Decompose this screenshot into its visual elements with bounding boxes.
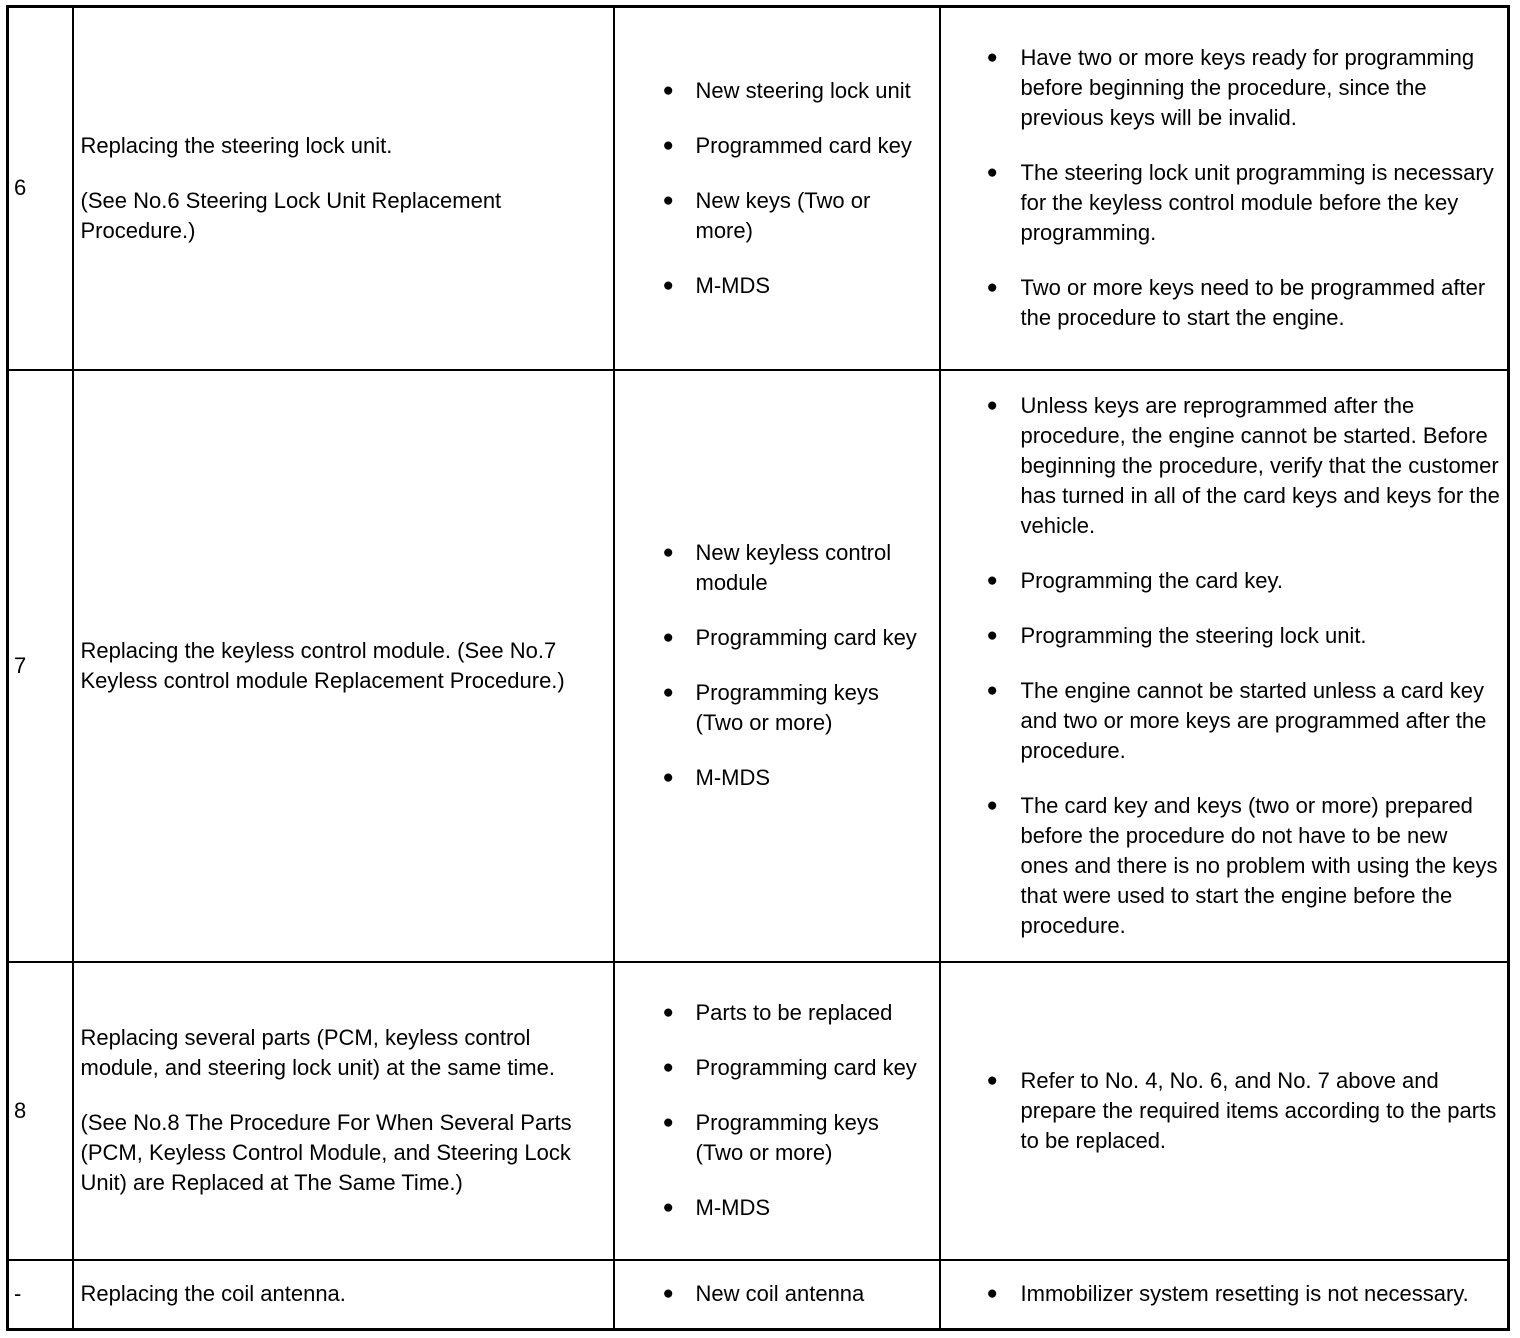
required-item: ● New coil antenna (615, 1279, 939, 1309)
notes-list (941, 1279, 1508, 1309)
row-number: 8 (8, 962, 73, 1260)
note-item: ● Have two or more keys ready for programming before beginning the procedure, since the previous keys will be invalid. (941, 43, 1508, 133)
row-description (73, 370, 614, 962)
required-items-list (615, 998, 939, 1223)
notes-cell (940, 962, 1509, 1260)
notes-list (941, 43, 1508, 333)
note-item: ● The steering lock unit programming is necessary for the keyless control module before the key programming. (941, 158, 1508, 248)
required-items-cell (614, 7, 940, 370)
row-number: - (8, 1260, 73, 1330)
description-text: Replacing the coil antenna. (80, 1281, 346, 1307)
required-items-list (615, 538, 939, 793)
description-reference: (See No.8 The Procedure For When Several Parts (PCM, Keyless Control Module, and Steering Lock Unit) are Replaced at The Same Time.) (80, 1110, 572, 1195)
procedure-table (6, 5, 1510, 1331)
description-reference: (See No.6 Steering Lock Unit Replacement Procedure.) (80, 187, 502, 243)
table-row (8, 7, 1509, 370)
note-item: ● Refer to No. 4, No. 6, and No. 7 above and prepare the required items according to the parts to be replaced. (941, 1066, 1508, 1156)
note-item: ● Unless keys are reprogrammed after the procedure, the engine cannot be started. Before beginning the procedure, verify that the customer has turned in all of the card keys and keys for the vehicle. (941, 391, 1508, 541)
row-number: 6 (8, 7, 73, 370)
required-item: ● M-MDS (615, 271, 939, 301)
note-item: ● Programming the steering lock unit. (941, 621, 1508, 651)
description-text: Replacing the keyless control module. (See No.7 Keyless control module Replacement Procedure.) (80, 637, 565, 693)
required-item: ● New steering lock unit (615, 76, 939, 106)
notes-cell (940, 370, 1509, 962)
note-item: ● Immobilizer system resetting is not necessary. (941, 1279, 1508, 1309)
notes-list (941, 391, 1508, 941)
table-row (8, 1260, 1509, 1330)
required-item: ● Programming keys (Two or more) (615, 678, 939, 738)
table-row (8, 370, 1509, 962)
note-item: ● The engine cannot be started unless a card key and two or more keys are programmed after the procedure. (941, 676, 1508, 766)
required-item: ● Parts to be replaced (615, 998, 939, 1028)
description-text: Replacing the steering lock unit. (80, 132, 393, 158)
required-item: ● M-MDS (615, 1193, 939, 1223)
note-item: ● Two or more keys need to be programmed after the procedure to start the engine. (941, 273, 1508, 333)
required-item: ● Programming card key (615, 623, 939, 653)
table-row (8, 962, 1509, 1260)
row-number: 7 (8, 370, 73, 962)
description-text: Replacing several parts (PCM, keyless control module, and steering lock unit) at the same time. (80, 1025, 555, 1080)
row-description (73, 7, 614, 370)
required-items-list (615, 76, 939, 301)
note-item: ● The card key and keys (two or more) prepared before the procedure do not have to be new ones and there is no problem with using the keys that were used to start the engine before the procedure. (941, 791, 1508, 941)
row-description (73, 1260, 614, 1330)
required-items-cell (614, 370, 940, 962)
required-item: ● Programming card key (615, 1053, 939, 1083)
notes-cell (940, 7, 1509, 370)
required-item: ● Programming keys (Two or more) (615, 1108, 939, 1168)
required-item: ● New keyless control module (615, 538, 939, 598)
row-description (73, 962, 614, 1260)
required-item: ● M-MDS (615, 763, 939, 793)
required-item: ● Programmed card key (615, 131, 939, 161)
notes-list (941, 1066, 1508, 1156)
note-item: ● Programming the card key. (941, 566, 1508, 596)
required-items-cell (614, 1260, 940, 1330)
required-items-cell (614, 962, 940, 1260)
required-items-list (615, 1279, 939, 1309)
required-item: ● New keys (Two or more) (615, 186, 939, 246)
notes-cell (940, 1260, 1509, 1330)
